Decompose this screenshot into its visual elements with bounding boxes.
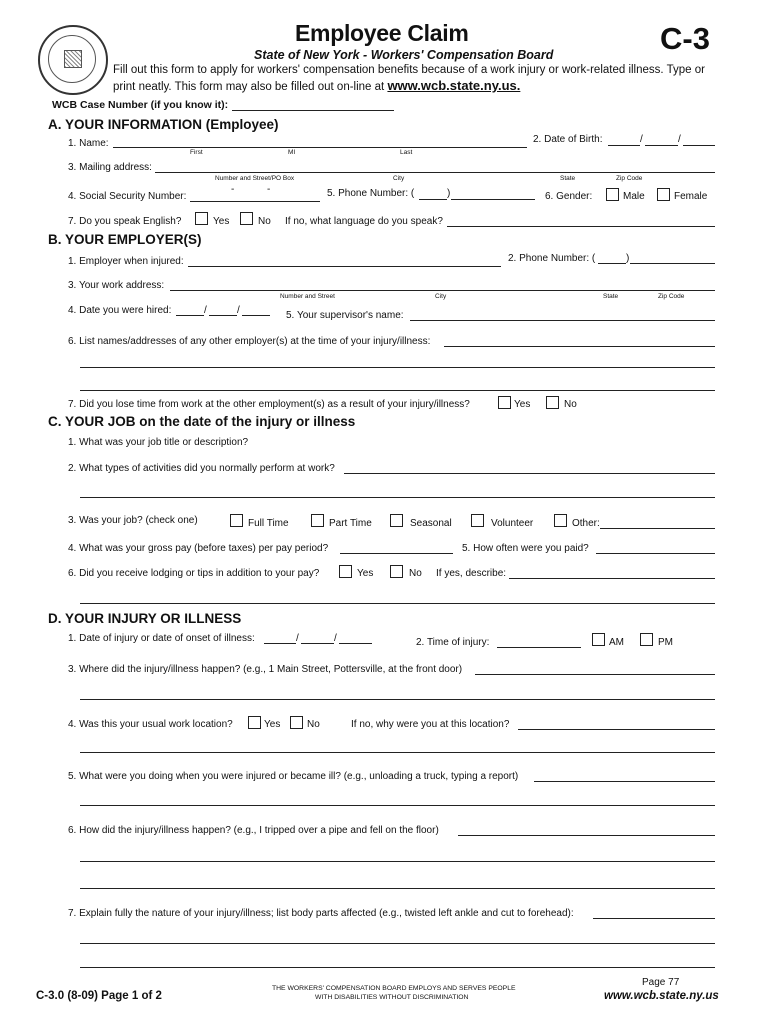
work-city-caption: City: [435, 293, 447, 300]
form-code: C-3: [660, 21, 710, 56]
work-zip-caption: Zip Code: [658, 293, 685, 300]
gender-male-label: Male: [623, 191, 645, 202]
seal-emblem: [64, 50, 82, 68]
employer-phone-label: 2. Phone Number: (: [508, 253, 596, 264]
explain-field-2[interactable]: [80, 943, 715, 944]
work-address-label: 3. Your work address:: [68, 280, 165, 291]
describe-field-1[interactable]: [509, 578, 715, 579]
case-number-label: WCB Case Number (if you know it):: [52, 99, 229, 111]
injury-date-day-field[interactable]: [301, 643, 334, 644]
lodging-no-label: No: [409, 568, 422, 579]
form-title: Employee Claim: [295, 20, 469, 46]
injury-date-slash-1: /: [296, 633, 299, 644]
section-c-title: C. YOUR JOB on the date of the injury or illness: [48, 414, 356, 429]
section-b-title: B. YOUR EMPLOYER(S): [48, 232, 202, 247]
am-checkbox[interactable]: [592, 633, 605, 646]
pay-frequency-field[interactable]: [596, 553, 715, 554]
other-employers-field-1[interactable]: [444, 346, 715, 347]
form-subtitle: State of New York - Workers' Compensation Board: [254, 48, 554, 62]
explain-label: 7. Explain fully the nature of your injury/illness; list body parts affected (e.g., twisted left ankle and cut to forehead):: [68, 908, 574, 919]
why-location-label: If no, why were you at this location?: [351, 719, 510, 730]
section-a-title: A. YOUR INFORMATION (Employee): [48, 117, 279, 132]
explain-field-1[interactable]: [593, 918, 715, 919]
intro-text: print neatly. This form may also be filled out on-line at: [113, 81, 388, 93]
gender-male-checkbox[interactable]: [606, 188, 619, 201]
usual-location-no-label: No: [307, 719, 320, 730]
activities-label: 2. What types of activities did you normally perform at work?: [68, 463, 335, 474]
lodging-yes-label: Yes: [357, 568, 374, 579]
hired-slash-1: /: [204, 305, 207, 316]
ssn-label: 4. Social Security Number:: [68, 191, 187, 202]
ssn-dash-1: -: [231, 184, 235, 195]
dob-slash-1: /: [640, 134, 643, 145]
lose-time-no-checkbox[interactable]: [546, 396, 559, 409]
injury-time-label: 2. Time of injury:: [416, 637, 490, 648]
doing-label: 5. What were you doing when you were injured or became ill? (e.g., unloading a truck, typing a report): [68, 771, 519, 782]
notice-line-1: THE WORKERS' COMPENSATION BOARD EMPLOYS AND SERVES PEOPLE: [272, 985, 516, 992]
where-field-1[interactable]: [475, 674, 715, 675]
phone-area-field[interactable]: [419, 199, 447, 200]
pay-frequency-label: 5. How often were you paid?: [462, 543, 589, 554]
language-field[interactable]: [447, 226, 715, 227]
why-location-field-2[interactable]: [80, 752, 715, 753]
form-id: C-3.0 (8-09) Page 1 of 2: [36, 990, 162, 1002]
usual-location-label: 4. Was this your usual work location?: [68, 719, 233, 730]
full-time-checkbox[interactable]: [230, 514, 243, 527]
gender-female-label: Female: [674, 191, 708, 202]
mailing-field[interactable]: [155, 172, 715, 173]
employer-label: 1. Employer when injured:: [68, 256, 184, 267]
job-type-label: 3. Was your job? (check one): [68, 515, 198, 526]
describe-label: If yes, describe:: [436, 568, 507, 579]
seasonal-checkbox[interactable]: [390, 514, 403, 527]
intro-url-link[interactable]: www.wcb.state.ny.us.: [387, 78, 521, 93]
activities-field-1[interactable]: [344, 473, 715, 474]
lose-time-label: 7. Did you lose time from work at the other employment(s) as a result of your injury/illness?: [68, 399, 470, 410]
english-no-checkbox[interactable]: [240, 212, 253, 225]
work-street-caption: Number and Street: [280, 293, 335, 300]
part-time-label: Part Time: [329, 518, 372, 529]
dob-slash-2: /: [678, 134, 681, 145]
supervisor-label: 5. Your supervisor's name:: [286, 310, 404, 321]
name-last-caption: Last: [400, 149, 413, 156]
hired-day-field[interactable]: [209, 315, 237, 316]
seal-inner-ring: [48, 35, 96, 83]
employer-phone-area-field[interactable]: [598, 263, 626, 264]
why-location-field-1[interactable]: [518, 729, 715, 730]
mailing-street-caption: Number and Street/PO Box: [215, 175, 295, 182]
employer-phone-number-field[interactable]: [630, 263, 715, 264]
phone-label: 5. Phone Number: (: [327, 188, 415, 199]
name-field[interactable]: [113, 147, 527, 148]
lose-time-yes-checkbox[interactable]: [498, 396, 511, 409]
ssn-field[interactable]: [190, 201, 320, 202]
work-address-field[interactable]: [170, 290, 715, 291]
how-label: 6. How did the injury/illness happen? (e.g., I tripped over a pipe and fell on the floor): [68, 825, 439, 836]
job-title-label: 1. What was your job title or description?: [68, 437, 249, 448]
explain-field-3[interactable]: [80, 967, 715, 968]
english-yes-checkbox[interactable]: [195, 212, 208, 225]
dob-label: 2. Date of Birth:: [533, 134, 603, 145]
mailing-zip-caption: Zip Code: [616, 175, 643, 182]
injury-date-month-field[interactable]: [264, 643, 296, 644]
pm-checkbox[interactable]: [640, 633, 653, 646]
mailing-label: 3. Mailing address:: [68, 162, 152, 173]
phone-number-field[interactable]: [451, 199, 535, 200]
usual-location-yes-checkbox[interactable]: [248, 716, 261, 729]
name-label: 1. Name:: [68, 138, 109, 149]
volunteer-label: Volunteer: [491, 518, 534, 529]
gender-female-checkbox[interactable]: [657, 188, 670, 201]
dob-day-field[interactable]: [645, 145, 678, 146]
notice-line-2: WITH DISABILITIES WITHOUT DISCRIMINATION: [315, 994, 469, 1001]
doing-field-1[interactable]: [534, 781, 715, 782]
gross-pay-field[interactable]: [340, 553, 453, 554]
english-no-label: No: [258, 216, 271, 227]
dob-month-field[interactable]: [608, 145, 640, 146]
phone-paren-close: ): [447, 188, 451, 199]
lose-time-yes-label: Yes: [514, 399, 531, 410]
language-label: If no, what language do you speak?: [285, 216, 443, 227]
hired-month-field[interactable]: [176, 315, 204, 316]
activities-field-2[interactable]: [80, 497, 715, 498]
seasonal-label: Seasonal: [410, 518, 452, 529]
injury-date-label: 1. Date of injury or date of onset of illness:: [68, 633, 255, 644]
intro-line-2: [113, 78, 520, 93]
gross-pay-label: 4. What was your gross pay (before taxes) per pay period?: [68, 543, 329, 554]
other-employers-field-3[interactable]: [80, 390, 715, 391]
lose-time-no-label: No: [564, 399, 577, 410]
injury-time-field[interactable]: [497, 647, 581, 648]
how-field-3[interactable]: [80, 888, 715, 889]
how-field-2[interactable]: [80, 861, 715, 862]
other-employers-field-2[interactable]: [80, 367, 715, 368]
section-d-title: D. YOUR INJURY OR ILLNESS: [48, 611, 242, 626]
employer-field[interactable]: [188, 266, 501, 267]
employer-phone-paren-close: ): [626, 253, 630, 264]
full-time-label: Full Time: [248, 518, 289, 529]
other-employers-label: 6. List names/addresses of any other employer(s) at the time of your injury/illness:: [68, 336, 431, 347]
how-field-1[interactable]: [458, 835, 715, 836]
footer-url: www.wcb.state.ny.us: [604, 990, 719, 1002]
mailing-state-caption: State: [560, 175, 576, 182]
injury-date-year-field[interactable]: [339, 643, 372, 644]
describe-field-2[interactable]: [80, 603, 715, 604]
case-number-field[interactable]: [232, 110, 394, 111]
page-number: Page 77: [642, 977, 680, 988]
doing-field-2[interactable]: [80, 805, 715, 806]
state-seal: [38, 25, 108, 95]
english-label: 7. Do you speak English?: [68, 216, 182, 227]
lodging-no-checkbox[interactable]: [390, 565, 403, 578]
english-yes-label: Yes: [213, 216, 230, 227]
mailing-city-caption: City: [393, 175, 405, 182]
other-job-label: Other:: [572, 518, 600, 529]
am-label: AM: [609, 637, 624, 648]
where-label: 3. Where did the injury/illness happen? (e.g., 1 Main Street, Pottersville, at the front door): [68, 664, 463, 675]
dob-year-field[interactable]: [683, 145, 715, 146]
part-time-checkbox[interactable]: [311, 514, 324, 527]
hired-year-field[interactable]: [242, 315, 270, 316]
lodging-yes-checkbox[interactable]: [339, 565, 352, 578]
other-job-checkbox[interactable]: [554, 514, 567, 527]
volunteer-checkbox[interactable]: [471, 514, 484, 527]
name-mi-caption: MI: [288, 149, 296, 156]
lodging-label: 6. Did you receive lodging or tips in addition to your pay?: [68, 568, 320, 579]
ssn-dash-2: -: [267, 184, 271, 195]
pm-label: PM: [658, 637, 673, 648]
usual-location-yes-label: Yes: [264, 719, 281, 730]
other-job-field[interactable]: [600, 528, 715, 529]
work-state-caption: State: [603, 293, 619, 300]
intro-line-1: Fill out this form to apply for workers' compensation benefits because of a work injury or work-related illness. Type or: [113, 64, 705, 76]
supervisor-field[interactable]: [410, 320, 715, 321]
usual-location-no-checkbox[interactable]: [290, 716, 303, 729]
hired-slash-2: /: [237, 305, 240, 316]
gender-label: 6. Gender:: [545, 191, 593, 202]
hired-label: 4. Date you were hired:: [68, 305, 172, 316]
injury-date-slash-2: /: [334, 633, 337, 644]
where-field-2[interactable]: [80, 699, 715, 700]
name-first-caption: First: [190, 149, 203, 156]
